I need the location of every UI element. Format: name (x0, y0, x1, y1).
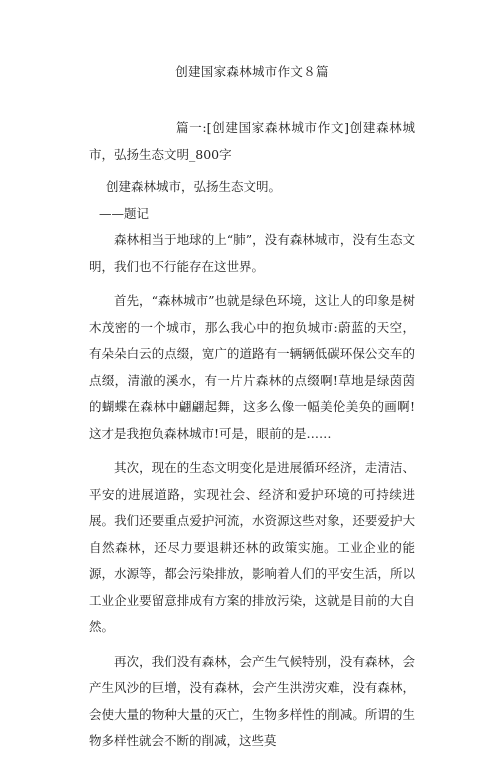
epigraph-byline: ——题记 (99, 205, 150, 221)
epigraph-text: 创建森林城市，弘扬生态文明。 (106, 179, 282, 194)
document-title: 创建国家森林城市作文８篇 (175, 64, 329, 79)
paragraph-1: 森林相当于地球的上“肺”，没有森林城市，没有生态文明，我们也不行能存在这世界。 (89, 232, 415, 274)
article-subheading: 篇一:[创建国家森林城市作文]创建森林城市，弘扬生态文明_800字 (89, 120, 415, 162)
paragraph-2: 首先，“森林城市”也就是绿色环境，这让人的印象是树木茂密的一个城市，那么我心中的抱负城市:蔚蓝的天空，有朵朵白云的点缀，宽广的道路有一辆辆低碳环保公交车的点缀，清澈的溪水，有一片片森林的点缀啊!草地是绿茵茵的蝴蝶在森林中翩翩起舞，这多么像一幅美伦美奂的画啊!这才是我抱负森林城市!可是，眼前的是…… (89, 293, 415, 441)
paragraph-4: 再次，我们没有森林，会产生气候特别，没有森林，会产生风沙的巨增，没有森林，会产生洪涝灾难，没有森林，会使大量的物种大量的灭亡，生物多样性的削减。所谓的生物多样性就会不断的削减，这些莫 (89, 653, 415, 748)
paragraph-3: 其次，现在的生态文明变化是进展循环经济，走清洁、平安的进展道路，实现社会、经济和爱护环境的可持续进展。我们还要重点爱护河流，水资源这些对象，还要爱护大自然森林，还尽力要退耕还林的政策实施。工业企业的能源，水源等，都会污染排放，影响着人们的平安生活，所以工业企业要留意排成有方案的排放污染，这就是目前的大自然。 (89, 460, 415, 634)
document-page (0, 62, 500, 769)
